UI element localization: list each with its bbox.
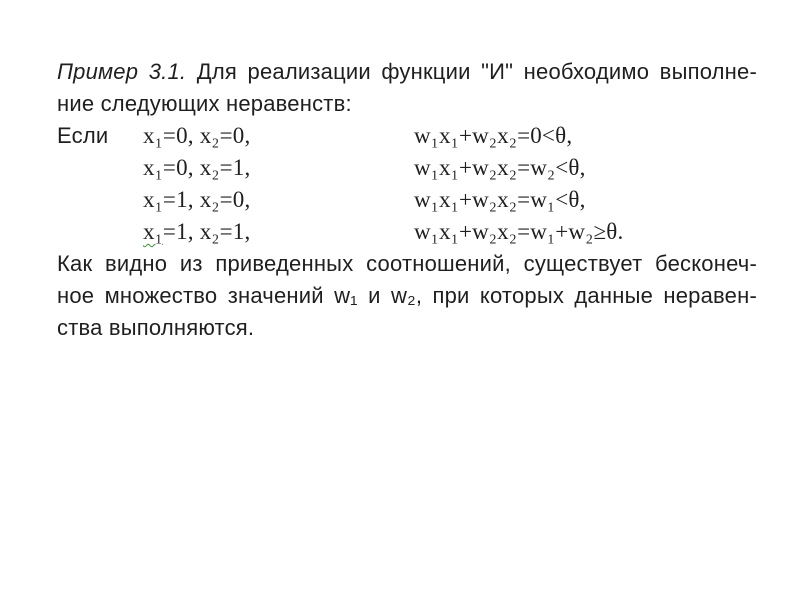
condition-sum-2: w₁x₁+w₂x₂=w₂<θ, — [414, 155, 586, 180]
condition-inputs-1: x₁=0, x₂=0, — [143, 123, 251, 148]
condition-inputs-4 — [143, 216, 250, 248]
conclusion-line-3 — [57, 312, 757, 344]
example-title: Пример 3.1. — [57, 59, 187, 84]
condition-sum-4: w₁x₁+w₂x₂=w₁+w₂≥θ. — [414, 219, 624, 244]
condition-row-4 — [57, 216, 757, 248]
example-intro-line-1 — [57, 56, 757, 88]
conclusion-line-2 — [57, 280, 757, 312]
example-intro-text-1: Для реализации функции "И" необходимо выполне- — [186, 59, 757, 84]
conclusion-line-1 — [57, 248, 757, 280]
condition-inputs-2: x₁=0, x₂=1, — [143, 155, 251, 180]
example-text-block — [57, 56, 757, 344]
condition-sum-1: w₁x₁+w₂x₂=0<θ, — [414, 123, 573, 148]
condition-sum-3: w₁x₁+w₂x₂=w₁<θ, — [414, 187, 586, 212]
conclusion-text-3: ства выполняются. — [57, 315, 255, 340]
condition-inputs-4-rest: =1, x₂=1, — [162, 219, 251, 244]
example-intro-line-2 — [57, 88, 757, 120]
spellcheck-marked-variable: x₁ — [143, 219, 163, 244]
conclusion-text-2: ное множество значений w₁ и w₂, при которых данные неравен- — [57, 283, 757, 308]
condition-row-2 — [57, 152, 757, 184]
condition-label: Если — [57, 123, 109, 148]
condition-row-3 — [57, 184, 757, 216]
conclusion-text-1: Как видно из приведенных соотношений, существует бесконеч- — [57, 251, 757, 276]
example-intro-text-2: ние следующих неравенств: — [57, 91, 352, 116]
condition-row-1 — [57, 120, 757, 152]
condition-inputs-3: x₁=1, x₂=0, — [143, 187, 251, 212]
